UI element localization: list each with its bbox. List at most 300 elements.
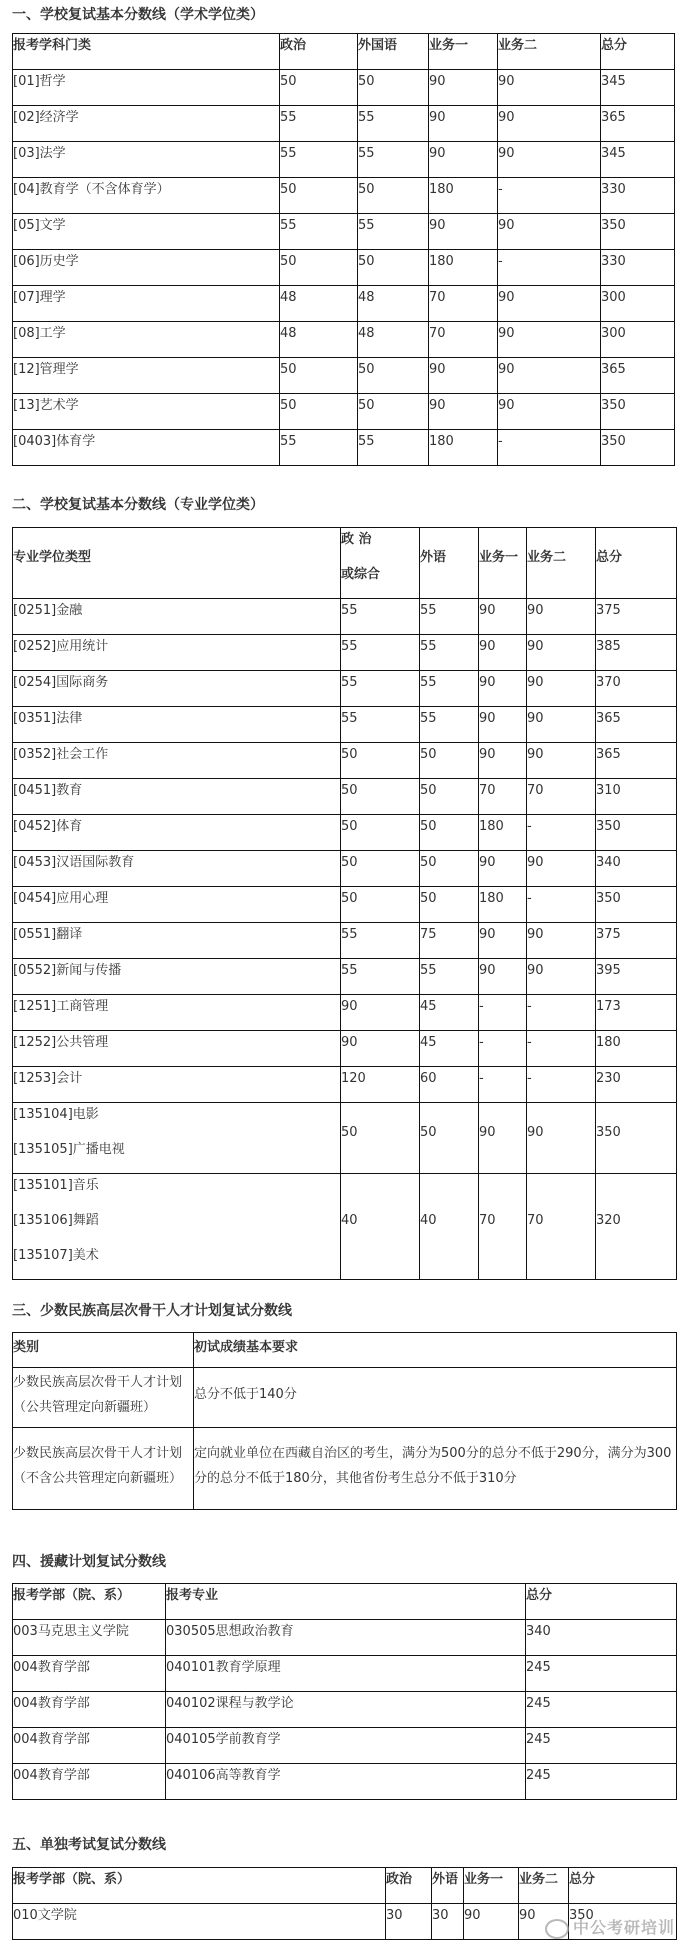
table-cell	[358, 322, 429, 358]
table-row	[13, 1620, 677, 1656]
cell-text: 040106高等教育学	[166, 1768, 281, 1783]
table-row	[13, 214, 675, 250]
table-cell	[479, 743, 527, 779]
table-cell	[596, 779, 677, 815]
section-4-title: 四、援藏计划复试分数线	[12, 1554, 166, 1570]
cell-text: 55	[358, 434, 375, 449]
cell-text: 350	[601, 218, 626, 233]
cell-text: 50	[358, 182, 375, 197]
cell-text: [03]法学	[13, 146, 66, 161]
cell-text: [135104]电影 [135105]广播电视	[13, 1107, 125, 1157]
column-header	[13, 528, 341, 599]
column-header-label: 总分	[601, 38, 628, 53]
cell-text: [02]经济学	[13, 110, 79, 125]
cell-text: 90	[429, 110, 446, 125]
section-2-title: 二、学校复试基本分数线（专业学位类）	[12, 497, 264, 513]
column-header-label: 业务二	[527, 549, 567, 565]
table-cell	[596, 707, 677, 743]
cell-text: 90	[527, 747, 544, 762]
table-cell	[13, 1368, 194, 1428]
cell-text: 345	[601, 74, 626, 89]
table-cell	[601, 106, 675, 142]
cell-text: 350	[596, 1124, 621, 1140]
table-cell	[420, 959, 479, 995]
table-row	[13, 250, 675, 286]
cell-text: [05]文学	[13, 218, 66, 233]
column-header	[429, 34, 498, 70]
cell-text: 90	[498, 326, 515, 341]
cell-text: 365	[596, 711, 621, 726]
table-cell	[13, 887, 341, 923]
table-cell	[194, 1368, 677, 1428]
column-header-label: 类别	[13, 1339, 40, 1355]
column-header-label: 业务一	[479, 549, 519, 565]
cell-text: 70	[527, 783, 544, 798]
table-row	[13, 142, 675, 178]
tibet-aid-score-table	[12, 1583, 677, 1800]
column-header-label: 业务一	[464, 1872, 504, 1887]
table-cell	[280, 142, 358, 178]
table-row	[13, 70, 675, 106]
cell-text: 90	[527, 639, 544, 654]
cell-text: 90	[527, 927, 544, 942]
cell-text: 48	[280, 290, 297, 305]
table-cell	[166, 1692, 526, 1728]
table-cell	[13, 779, 341, 815]
cell-text: 365	[601, 110, 626, 125]
table-cell	[280, 214, 358, 250]
cell-text: [13]艺术学	[13, 398, 79, 413]
table-cell	[429, 214, 498, 250]
cell-text: 040101教育学原理	[166, 1660, 281, 1675]
cell-text: [0351]法律	[13, 711, 83, 726]
table-cell	[13, 671, 341, 707]
table-row	[13, 1031, 677, 1067]
cell-text: 340	[596, 855, 621, 870]
cell-text: 总分不低于140分	[194, 1387, 297, 1402]
table-cell	[13, 322, 280, 358]
academic-degree-score-table	[12, 33, 675, 466]
table-cell	[358, 358, 429, 394]
cell-text: [0452]体育	[13, 819, 83, 834]
table-cell	[479, 959, 527, 995]
table-row	[13, 1656, 677, 1692]
column-header	[464, 1868, 519, 1904]
cell-text: 90	[429, 218, 446, 233]
cell-text: 245	[526, 1660, 551, 1675]
table-cell	[464, 1904, 519, 1940]
table-cell	[358, 394, 429, 430]
table-cell	[526, 1692, 677, 1728]
cell-text: 48	[280, 326, 297, 341]
table-cell	[479, 635, 527, 671]
cell-text: -	[479, 1035, 484, 1050]
table-cell	[596, 851, 677, 887]
table-cell	[341, 1174, 420, 1280]
table-cell	[479, 1174, 527, 1280]
table-row	[13, 322, 675, 358]
cell-text: 90	[464, 1908, 481, 1923]
cell-text: -	[527, 1071, 532, 1086]
cell-text: 90	[479, 927, 496, 942]
column-header-label: 报考学科门类	[13, 38, 92, 53]
table-cell	[498, 286, 601, 322]
table-cell	[429, 142, 498, 178]
table-cell	[596, 815, 677, 851]
table-cell	[601, 322, 675, 358]
table-cell	[13, 394, 280, 430]
table-cell	[358, 430, 429, 466]
cell-text: 55	[358, 146, 375, 161]
cell-text: 90	[429, 74, 446, 89]
table-cell	[479, 1103, 527, 1174]
table-row	[13, 1067, 677, 1103]
cell-text: 50	[420, 783, 437, 798]
column-header	[341, 528, 420, 599]
cell-text: 50	[280, 74, 297, 89]
table-cell	[479, 887, 527, 923]
table-row	[13, 1428, 677, 1510]
cell-text: 45	[420, 1035, 437, 1050]
column-header-label: 总分	[569, 1872, 596, 1887]
table-cell	[479, 779, 527, 815]
cell-text: -	[479, 1071, 484, 1086]
table-cell	[13, 1428, 194, 1510]
table-cell	[341, 635, 420, 671]
cell-text: 365	[596, 747, 621, 762]
cell-text: 040105学前教育学	[166, 1732, 281, 1747]
cell-text: 48	[358, 326, 375, 341]
cell-text: 300	[601, 326, 626, 341]
table-cell	[341, 815, 420, 851]
table-cell	[596, 1103, 677, 1174]
cell-text: 173	[596, 999, 621, 1014]
cell-text: 55	[280, 218, 297, 233]
table-cell	[166, 1764, 526, 1800]
watermark-text: 中公考研培训	[573, 1918, 676, 1937]
cell-text: 040102课程与教学论	[166, 1696, 294, 1711]
table-cell	[429, 394, 498, 430]
table-header-row	[13, 1333, 677, 1368]
table-cell	[527, 635, 596, 671]
table-cell	[13, 1620, 166, 1656]
cell-text: 55	[341, 963, 358, 978]
table-cell	[13, 743, 341, 779]
cell-text: 50	[420, 819, 437, 834]
column-header-label: 报考学部（院、系）	[13, 1872, 131, 1887]
table-cell	[596, 671, 677, 707]
table-row	[13, 923, 677, 959]
cell-text: [01]哲学	[13, 74, 66, 89]
table-row	[13, 995, 677, 1031]
table-cell	[341, 851, 420, 887]
cell-text: 90	[527, 855, 544, 870]
column-header	[13, 1333, 194, 1368]
table-cell	[13, 286, 280, 322]
table-cell	[13, 599, 341, 635]
cell-text: 50	[358, 74, 375, 89]
table-row	[13, 1728, 677, 1764]
table-cell	[13, 815, 341, 851]
cell-text: 30	[386, 1908, 403, 1923]
cell-text: [1251]工商管理	[13, 999, 109, 1014]
table-cell	[479, 851, 527, 887]
cell-text: 90	[341, 999, 358, 1014]
table-cell	[596, 1067, 677, 1103]
column-header-label: 业务二	[519, 1872, 559, 1887]
cell-text: 004教育学部	[13, 1768, 90, 1783]
table-cell	[601, 430, 675, 466]
cell-text: 40	[420, 1213, 437, 1228]
cell-text: 50	[420, 891, 437, 906]
table-cell	[194, 1428, 677, 1510]
column-header	[280, 34, 358, 70]
cell-text: [04]教育学（不含体育学）	[13, 182, 170, 197]
cell-text: -	[498, 182, 503, 197]
cell-text: 330	[601, 182, 626, 197]
table-cell	[420, 1031, 479, 1067]
cell-text: 90	[479, 639, 496, 654]
cell-text: 70	[479, 1213, 496, 1228]
column-header	[498, 34, 601, 70]
table-row	[13, 635, 677, 671]
column-header-label: 政治	[386, 1872, 413, 1887]
professional-degree-score-table	[12, 527, 677, 1280]
table-cell	[420, 707, 479, 743]
cell-text: 310	[596, 783, 621, 798]
cell-text: [0552]新闻与传播	[13, 963, 122, 978]
cell-text: 004教育学部	[13, 1660, 90, 1675]
table-cell	[280, 178, 358, 214]
cell-text: [12]管理学	[13, 362, 79, 377]
cell-text: -	[527, 999, 532, 1014]
cell-text: 70	[527, 1213, 544, 1228]
cell-text: 90	[498, 146, 515, 161]
table-header-row	[13, 34, 675, 70]
cell-text: 345	[601, 146, 626, 161]
table-cell	[13, 1692, 166, 1728]
cell-text: 55	[420, 963, 437, 978]
column-header-label: 报考学部（院、系）	[13, 1588, 131, 1603]
column-header	[420, 528, 479, 599]
table-cell	[358, 214, 429, 250]
table-cell	[13, 250, 280, 286]
table-row	[13, 1174, 677, 1280]
cell-text: [0252]应用统计	[13, 639, 109, 654]
table-cell	[498, 322, 601, 358]
table-header-row	[13, 1584, 677, 1620]
minority-program-score-table	[12, 1332, 677, 1510]
table-cell	[13, 1728, 166, 1764]
table-cell	[596, 959, 677, 995]
cell-text: [135101]音乐 [135106]舞蹈 [135107]美术	[13, 1178, 99, 1263]
cell-text: 50	[420, 747, 437, 762]
cell-text: 90	[498, 398, 515, 413]
cell-text: 50	[358, 362, 375, 377]
cell-text: 90	[519, 1908, 536, 1923]
cell-text: 55	[341, 927, 358, 942]
table-cell	[479, 707, 527, 743]
table-cell	[13, 430, 280, 466]
table-cell	[498, 430, 601, 466]
column-header	[601, 34, 675, 70]
table-cell	[601, 178, 675, 214]
cell-text: 004教育学部	[13, 1696, 90, 1711]
cell-text: 90	[527, 963, 544, 978]
cell-text: 90	[527, 675, 544, 690]
cell-text: 50	[280, 362, 297, 377]
cell-text: 395	[596, 963, 621, 978]
cell-text: 90	[479, 603, 496, 618]
column-header-label: 业务二	[498, 38, 538, 53]
table-row	[13, 286, 675, 322]
cell-text: 350	[601, 434, 626, 449]
table-cell	[420, 743, 479, 779]
column-header	[527, 528, 596, 599]
cell-text: -	[498, 254, 503, 269]
column-header-label: 业务一	[429, 38, 469, 53]
column-header	[194, 1333, 677, 1368]
cell-text: 70	[429, 326, 446, 341]
table-cell	[601, 250, 675, 286]
table-row	[13, 430, 675, 466]
cell-text: 70	[479, 783, 496, 798]
table-cell	[526, 1656, 677, 1692]
cell-text: 180	[429, 434, 454, 449]
table-cell	[13, 214, 280, 250]
table-cell	[527, 959, 596, 995]
table-cell	[527, 851, 596, 887]
column-header-label: 总分	[526, 1588, 553, 1603]
cell-text: 70	[429, 290, 446, 305]
table-row	[13, 394, 675, 430]
table-cell	[358, 106, 429, 142]
cell-text: 50	[341, 1124, 358, 1140]
table-cell	[358, 142, 429, 178]
cell-text: 340	[526, 1624, 551, 1639]
cell-text: 90	[429, 362, 446, 377]
table-cell	[596, 887, 677, 923]
table-row	[13, 743, 677, 779]
table-cell	[341, 779, 420, 815]
table-cell	[601, 358, 675, 394]
cell-text: 180	[429, 254, 454, 269]
table-cell	[432, 1904, 464, 1940]
table-cell	[341, 1103, 420, 1174]
cell-text: [06]历史学	[13, 254, 79, 269]
cell-text: 50	[358, 398, 375, 413]
table-cell	[13, 995, 341, 1031]
cell-text: 55	[420, 711, 437, 726]
table-cell	[420, 923, 479, 959]
cell-text: 50	[280, 182, 297, 197]
table-cell	[596, 599, 677, 635]
table-cell	[280, 70, 358, 106]
cell-text: [08]工学	[13, 326, 66, 341]
cell-text: 350	[569, 1908, 594, 1923]
cell-text: 50	[420, 855, 437, 870]
table-cell	[429, 430, 498, 466]
cell-text: 55	[341, 675, 358, 690]
table-cell	[280, 250, 358, 286]
table-cell	[420, 635, 479, 671]
column-header	[166, 1584, 526, 1620]
table-row	[13, 707, 677, 743]
cell-text: 50	[341, 891, 358, 906]
column-header-label: 外国语	[358, 38, 398, 53]
table-cell	[498, 250, 601, 286]
cell-text: -	[479, 999, 484, 1014]
cell-text: 55	[358, 110, 375, 125]
cell-text: 180	[479, 819, 504, 834]
cell-text: 350	[596, 819, 621, 834]
table-cell	[13, 70, 280, 106]
table-cell	[479, 599, 527, 635]
cell-text: 50	[358, 254, 375, 269]
table-cell	[526, 1620, 677, 1656]
table-cell	[166, 1728, 526, 1764]
table-cell	[420, 779, 479, 815]
cell-text: 375	[596, 927, 621, 942]
cell-text: 320	[596, 1213, 621, 1228]
table-cell	[341, 707, 420, 743]
table-cell	[420, 1103, 479, 1174]
table-cell	[13, 1764, 166, 1800]
table-cell	[13, 635, 341, 671]
cell-text: 90	[498, 74, 515, 89]
table-cell	[596, 1031, 677, 1067]
cell-text: 230	[596, 1071, 621, 1086]
table-row	[13, 779, 677, 815]
cell-text: 50	[341, 855, 358, 870]
table-cell	[420, 599, 479, 635]
cell-text: 350	[596, 891, 621, 906]
cell-text: -	[527, 891, 532, 906]
cell-text: [0454]应用心理	[13, 891, 109, 906]
section-3-title: 三、少数民族高层次骨干人才计划复试分数线	[12, 1303, 292, 1319]
table-cell	[341, 599, 420, 635]
table-cell	[358, 70, 429, 106]
table-cell	[13, 707, 341, 743]
cell-text: -	[527, 819, 532, 834]
cell-text: 50	[341, 819, 358, 834]
table-cell	[601, 214, 675, 250]
table-cell	[429, 178, 498, 214]
cell-text: 40	[341, 1213, 358, 1228]
table-cell	[386, 1904, 432, 1940]
table-cell	[527, 1103, 596, 1174]
table-cell	[280, 322, 358, 358]
column-header-label: 政治	[280, 38, 307, 53]
table-cell	[479, 815, 527, 851]
column-header	[479, 528, 527, 599]
table-cell	[526, 1764, 677, 1800]
cell-text: 60	[420, 1071, 437, 1086]
cell-text: 90	[498, 218, 515, 233]
table-cell	[280, 394, 358, 430]
column-header	[13, 34, 280, 70]
table-cell	[498, 106, 601, 142]
table-cell	[601, 70, 675, 106]
column-header-label: 总分	[596, 549, 623, 565]
cell-text: [1253]会计	[13, 1071, 83, 1086]
table-row	[13, 358, 675, 394]
table-row	[13, 815, 677, 851]
table-cell	[341, 995, 420, 1031]
cell-text: 50	[341, 783, 358, 798]
table-cell	[341, 1031, 420, 1067]
column-header	[432, 1868, 464, 1904]
